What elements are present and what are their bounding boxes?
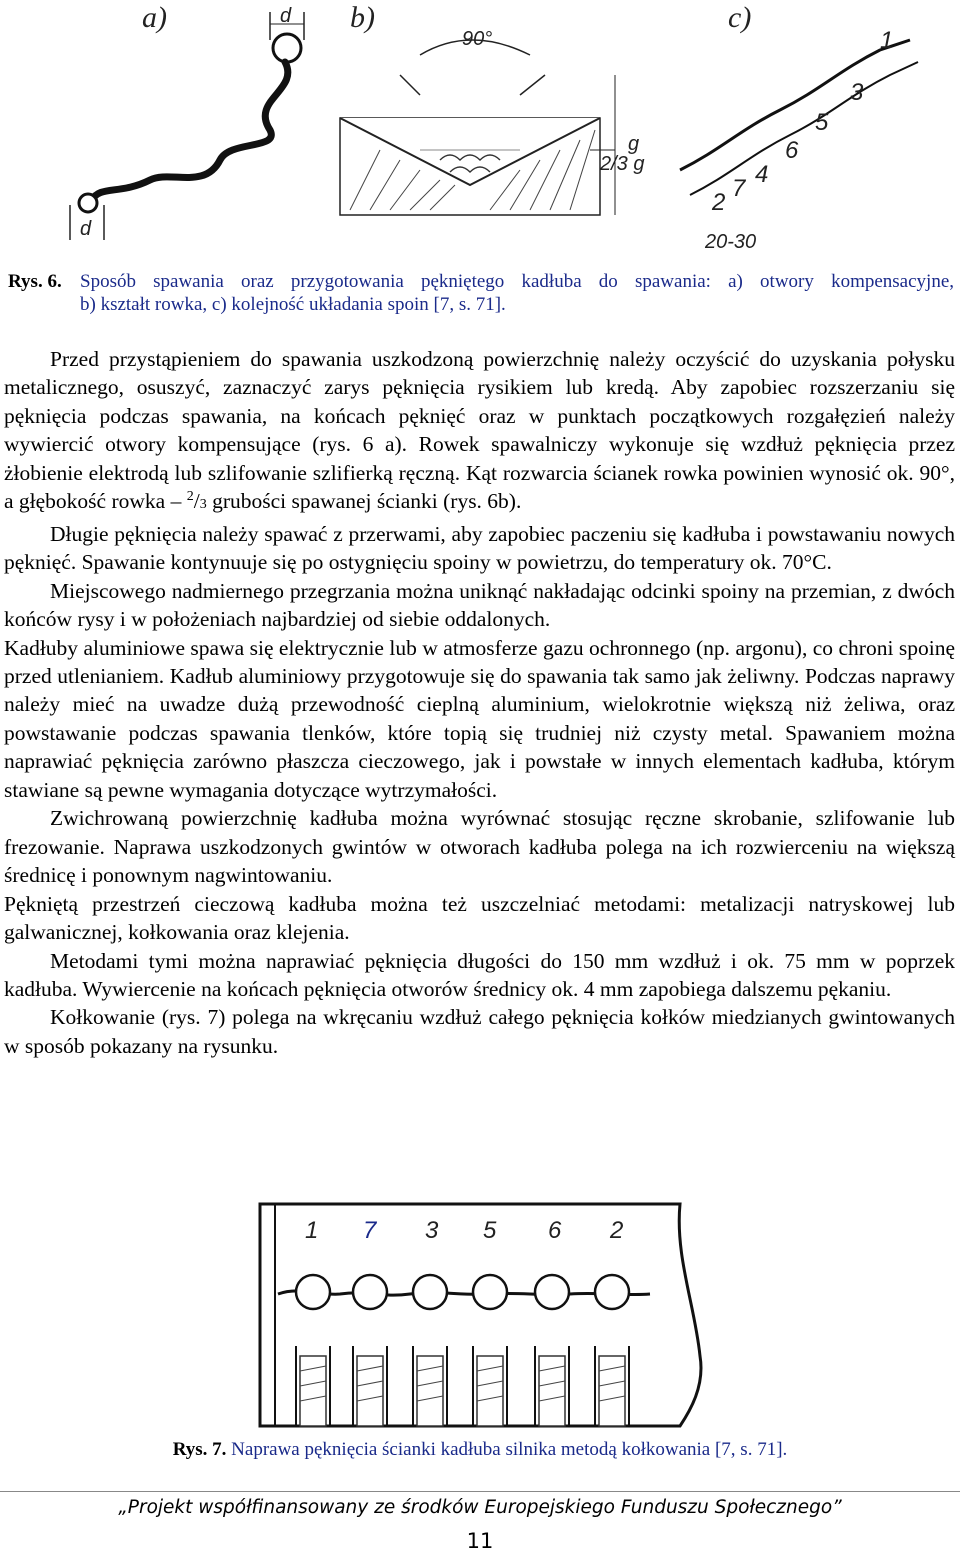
panel-label-b: b): [350, 1, 375, 34]
fraction-numerator: 2: [186, 489, 194, 505]
project-funding-note: „Projekt współfinansowany ze środków Europejskiego Funduszu Społecznego”: [118, 1497, 842, 1518]
pin-number-1: 1: [305, 1217, 319, 1244]
paragraph-6: Pękniętą przestrzeń cieczową kadłuba można też uszczelniać metodami: metalizacji natryskowej lub galwanicznej, kołkowania oraz klejenia.: [4, 891, 955, 945]
footer-divider: [0, 1491, 960, 1492]
panel-label-c: c): [728, 1, 752, 34]
caption-6-line2: b) kształt rowka, c) kolejność układania spoin [7, s. 71].: [80, 294, 506, 315]
fraction-denominator: 3: [199, 497, 207, 513]
pin-number-3: 3: [425, 1217, 439, 1244]
page-number: 11: [466, 1529, 494, 1553]
bead-number-1: 1: [880, 27, 894, 54]
bead-number-2: 2: [712, 189, 726, 216]
caption-6-line1: Sposób spawania oraz przygotowania pękniętego kadłuba do spawania: a) otwory kompensacyjne,: [80, 271, 954, 292]
pin-number-2: 2: [610, 1217, 624, 1244]
paragraph-5: Zwichrowaną powierzchnię kadłuba można wyrównać stosując ręczne skrobanie, szlifowanie lub frezowanie. Naprawa uszkodzonych gwintów w otworach kadłuba polega na ich rozwierceniu na większą średnicę i ponownym nagwintowaniu.: [4, 806, 955, 888]
paragraph-4: Kadłuby aluminiowe spawa się elektrycznie lub w atmosferze gazu ochronnego (np. argonu), co chroni spoinę przed utlenianiem. Kadłub aluminiowy przygotowuje się do spawania tak samo jak żeliwny. Podczas naprawy należy mieć na uwadze dużą przewodność cieplną aluminium, wielokrotnie większą niż żeliwa, oraz powstawanie podczas spawania tlenków, które topią się trudniej niż czysty metal. Spawaniem można naprawiać pęknięcia zarówno płaszcza cieczowego, jak i powstałe w innych elementach kadłuba, którym stawiane są pewne wymagania dotyczące wytrzymałości.: [4, 635, 955, 802]
figure-7: [0, 1196, 960, 1436]
fraction-label: 2/3 g: [600, 153, 645, 175]
pin-number-7: 7: [363, 1217, 377, 1244]
depth-label: g: [628, 133, 640, 155]
dim-d-top: d: [280, 5, 292, 27]
dim-d-bottom: d: [80, 218, 92, 240]
angle-label: 90°: [462, 28, 493, 50]
paragraph-8: Kołkowanie (rys. 7) polega na wkręcaniu wzdłuż całego pęknięcia kołków miedzianych gwintowanych w sposób pokazany na rysunku.: [4, 1005, 955, 1058]
pin-number-6: 6: [548, 1217, 562, 1244]
caption-7-text: Naprawa pęknięcia ścianki kadłuba silnika metodą kołkowania [7, s. 71].: [231, 1439, 788, 1460]
paragraph-1-text: Przed przystąpieniem do spawania uszkodzoną powierzchnię należy oczyścić do uzyskania połysku metalicznego, osuszyć, zaznaczyć zarys pęknięcia rysikiem lub kredą. Aby zapobiec rozszerzaniu się pęknięcia podczas spawania, na końcach pęknięć oraz w punktach początkowych rozgałęzień należy wywiercić otwory kompensujące (rys. 6 a). Rowek spawalniczy wykonuje się wzdłuż pęknięcia przez żłobienie elektrodą lub szlifowanie szlifierką ręczną. Kąt rozwarcia ścianek rowka powinien wynosić ok. 90°, a głębokość rowka –: [4, 347, 955, 514]
pitch-label: 20-30: [705, 231, 757, 253]
figure-7-drawing: [0, 1196, 960, 1436]
caption-7-prefix: Rys. 7.: [172, 1439, 227, 1460]
bead-number-4: 4: [755, 161, 769, 188]
figure-6-caption: [8, 270, 954, 316]
pin-number-5: 5: [483, 1217, 497, 1244]
paragraph-2: Długie pęknięcia należy spawać z przerwami, aby zapobiec paczeniu się kadłuba i powstawaniu nowych pęknięć. Spawanie kontynuuje się po ostygnięciu spoiny w powietrzu, do temperatury ok. 70°C.: [4, 521, 955, 575]
paragraph-1: [4, 345, 955, 520]
figure-7-caption: [0, 1438, 960, 1461]
caption-6-prefix: Rys. 6.: [8, 271, 62, 292]
fraction-separator: /: [193, 489, 200, 514]
bead-number-7: 7: [732, 175, 746, 202]
figure-6: [0, 0, 960, 265]
bead-number-3: 3: [850, 79, 864, 106]
paragraph-1-end: grubości spawanej ścianki (rys. 6b).: [212, 489, 522, 514]
bead-number-6: 6: [785, 137, 799, 164]
body-text: [4, 345, 955, 1060]
panel-label-a: a): [142, 1, 167, 34]
paragraph-3: Miejscowego nadmiernego przegrzania można uniknąć nakładając odcinki spoiny na przemian, z dwóch końców rysy i w położeniach najbardziej od siebie oddalonych.: [4, 578, 955, 632]
paragraph-7: Metodami tymi można naprawiać pęknięcia długości do 150 mm wzdłuż i ok. 75 mm w poprzek kadłuba. Wywiercenie na końcach pęknięcia otworów średnicy ok. 4 mm zapobiega dalszemu pękaniu.: [4, 948, 955, 1001]
page-footer: [0, 1471, 960, 1553]
figure-6-drawing: [0, 0, 960, 265]
bead-number-5: 5: [815, 109, 829, 136]
